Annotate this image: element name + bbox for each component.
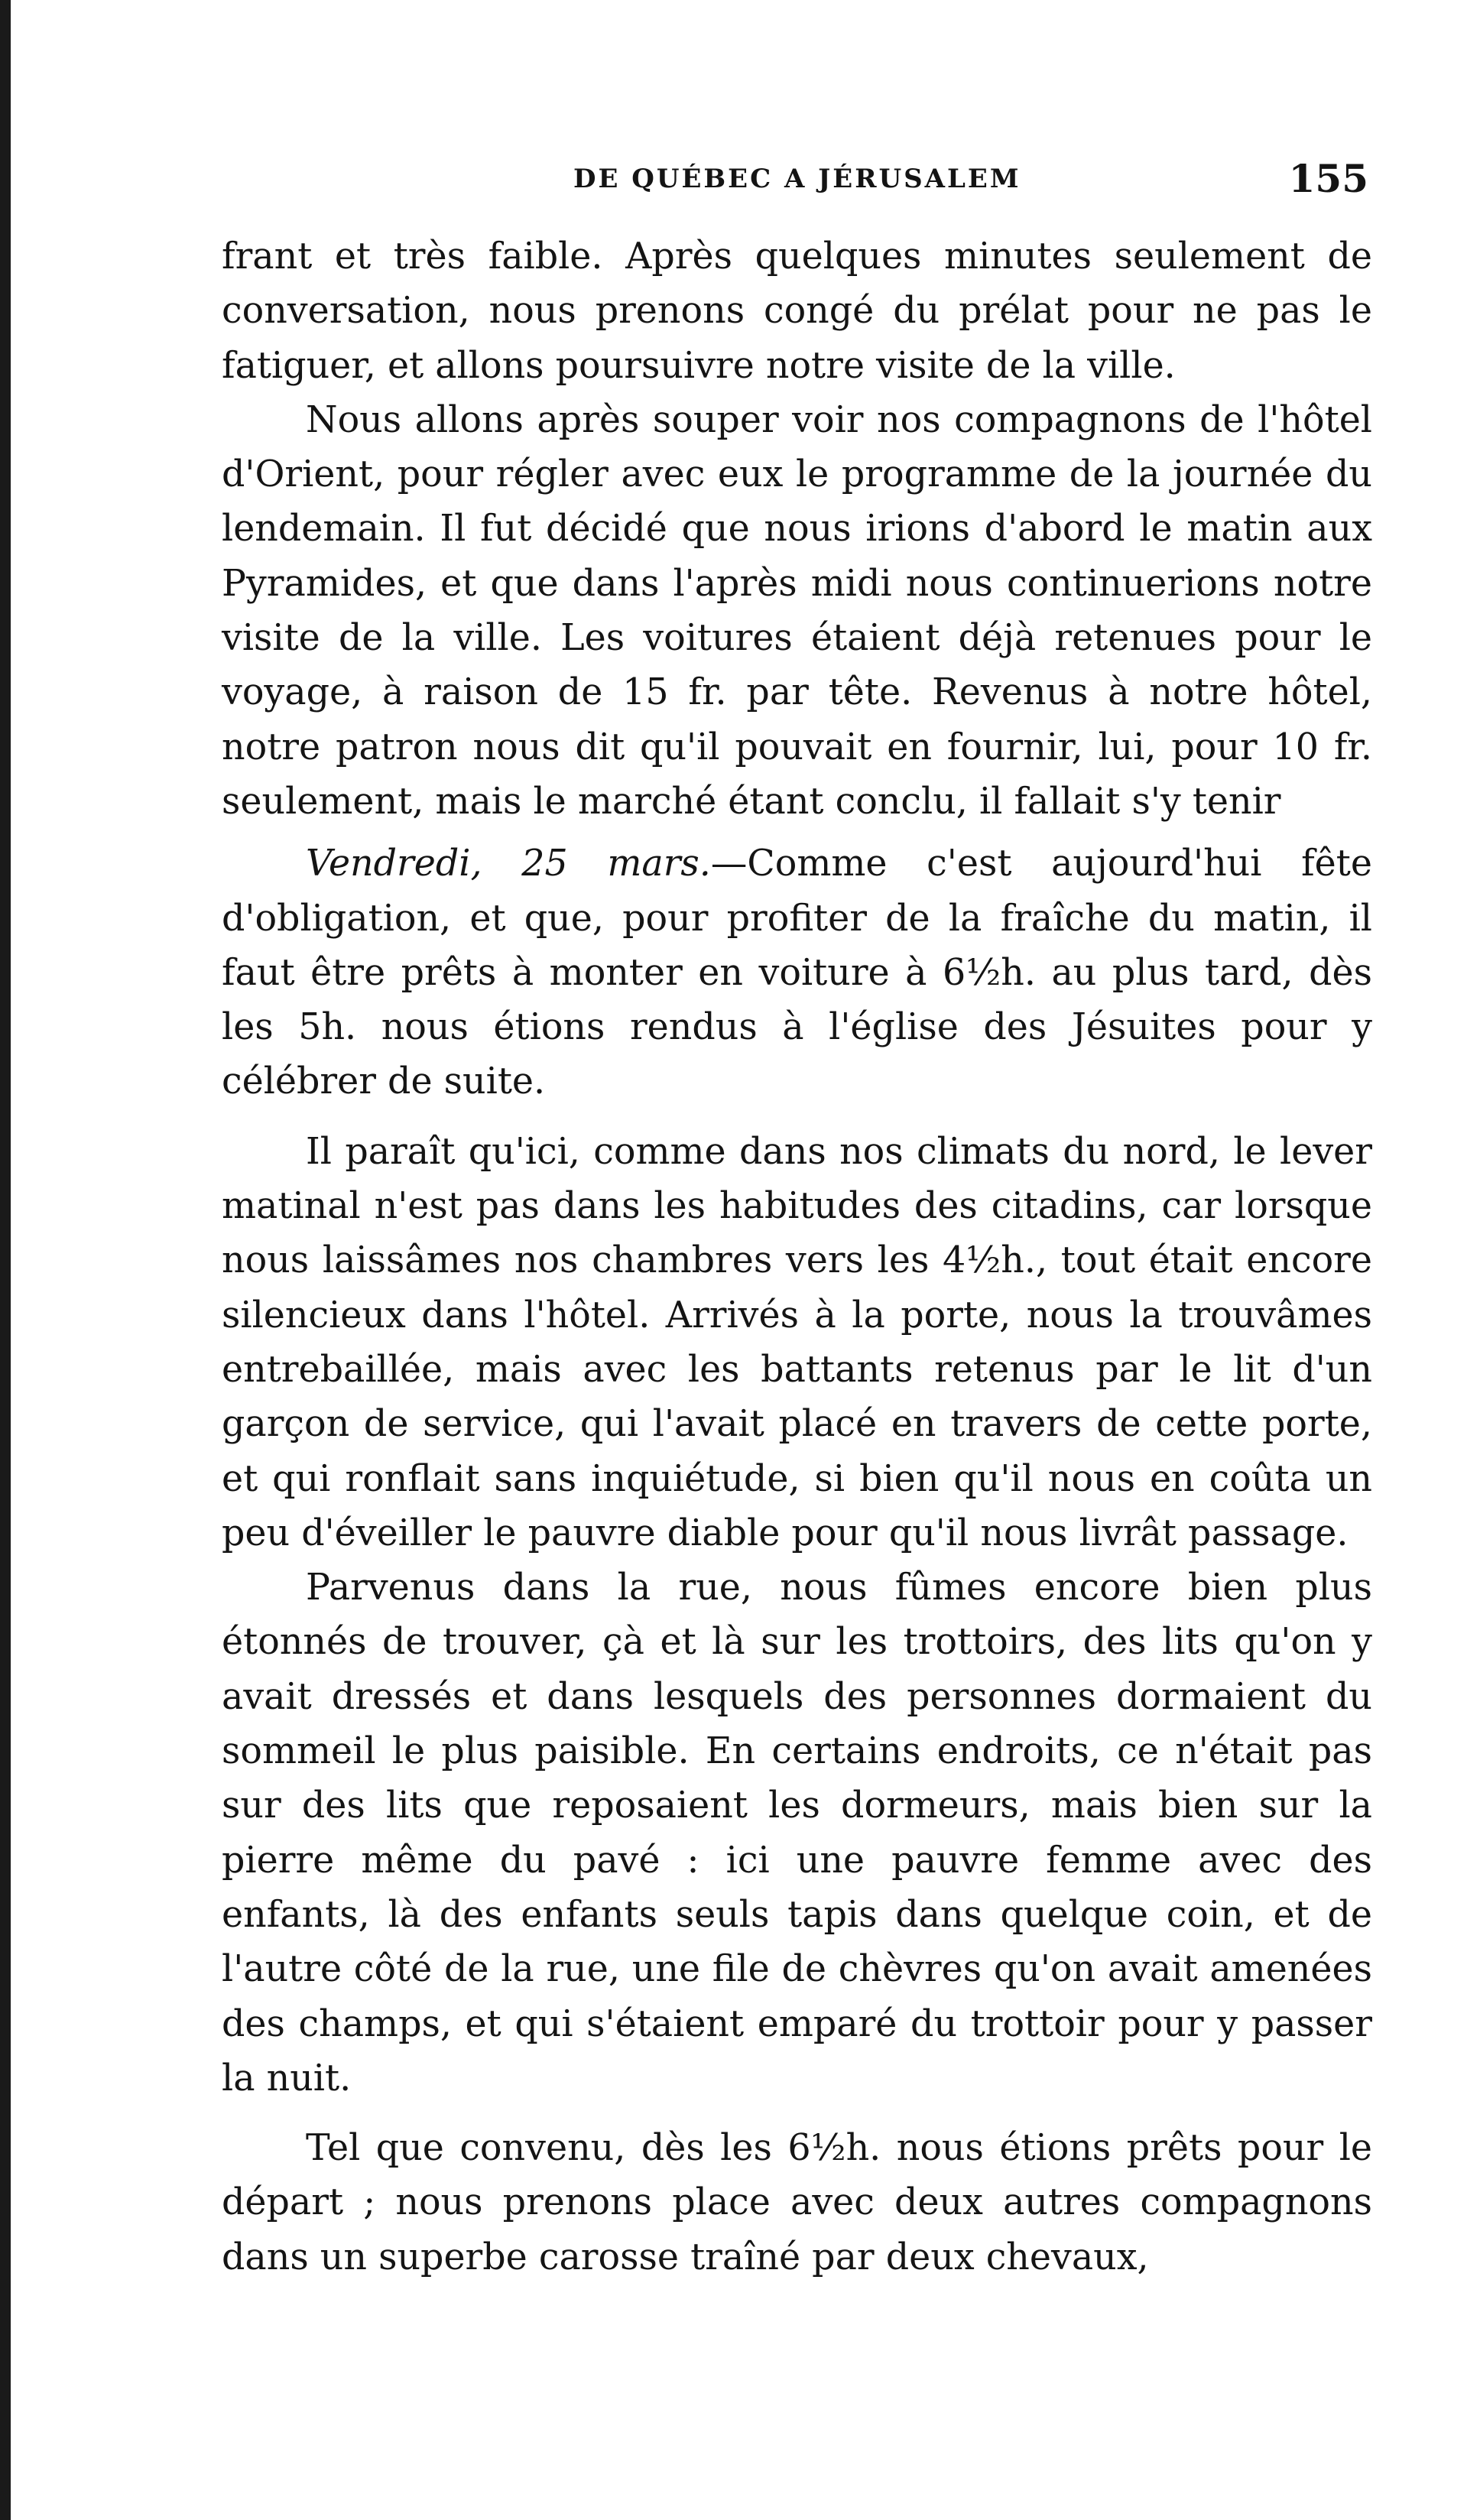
paragraph-evening-visit: Nous allons après souper voir nos compagnons de l'hôtel d'Orient, pour régler avec eux le programme de la journée du lendemain. Il fut décidé que nous irions d'abord le matin aux Pyramides, et que dans l'après midi nous continuerions notre visite de la ville. Les voitures étaient déjà retenues pour le voyage, à raison de 15 fr. par tête. Revenus à notre hôtel, notre patron nous dit qu'il pouvait en fournir, lui, pour 10 fr. seulement, mais le marché étant conclu, il fallait s'y tenir xyxy=(222,398,1372,823)
paragraph-street-sleepers: Parvenus dans la rue, nous fûmes encore bien plus étonnés de trouver, çà et là sur les trottoirs, des lits qu'on y avait dressés et dans lesquels des personnes dormaient du sommeil le plus paisible. En certains endroits, ce n'était pas sur des lits que reposaient les dormeurs, mais bien sur la pierre même du pavé : ici une pauvre femme avec des enfants, là des enfants seuls tapis dans quelque coin, et de l'autre côté de la rue, une file de chèvres qu'on avait amenées des champs, et qui s'étaient emparé du trottoir pour y passer la nuit. xyxy=(222,1567,1372,2099)
entry-text: —Comme c'est aujourd'hui fête d'obligation, et que, pour profiter de la fraîche du matin, il faut être prêts à monter en voiture à 6½h. au plus tard, dès les 5h. nous étions rendus à l'église des Jésuites pour y célébrer de suite. xyxy=(222,843,1372,1103)
entry-date: Vendredi, 25 mars. xyxy=(306,843,711,885)
body-text xyxy=(222,229,1372,2285)
page-number: 155 xyxy=(1288,156,1368,201)
paragraph-friday xyxy=(222,836,1372,1109)
running-header-title: DE QUÉBEC A JÉRUSALEM xyxy=(573,164,1021,194)
paragraph-continued: frant et très faible. Après quelques minutes seulement de conversation, nous prenons congé du prélat pour ne pas le fatiguer, et allons poursuivre notre visite de la ville. xyxy=(222,235,1372,387)
page-edge-shadow xyxy=(0,0,11,2520)
running-header xyxy=(222,153,1368,199)
paragraph-departure: Tel que convenu, dès les 6½h. nous étions prêts pour le départ ; nous prenons place avec deux autres compagnons dans un superbe carosse traîné par deux chevaux, xyxy=(222,2127,1372,2278)
paragraph-early-rising: Il paraît qu'ici, comme dans nos climats du nord, le lever matinal n'est pas dans les habitudes des citadins, car lorsque nous laissâmes nos chambres vers les 4½h., tout était encore silencieux dans l'hôtel. Arrivés à la porte, nous la trouvâmes entrebaillée, mais avec les battants retenus par le lit d'un garçon de service, qui l'avait placé en travers de cette porte, et qui ronflait sans inquiétude, si bien qu'il nous en coûta un peu d'éveiller le pauvre diable pour qu'il nous livrât passage. xyxy=(222,1130,1372,1554)
